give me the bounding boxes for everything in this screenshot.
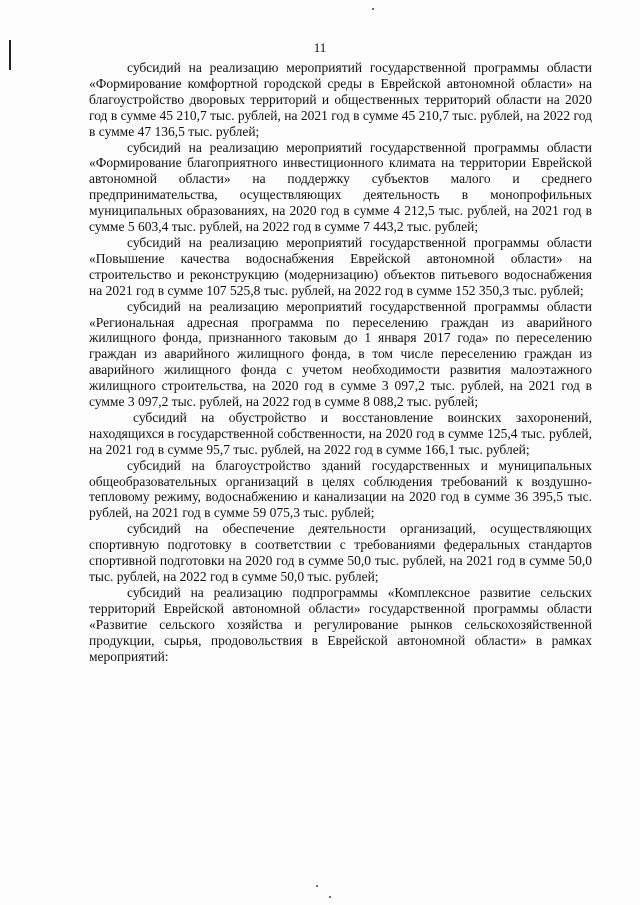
scan-speck <box>329 896 331 898</box>
paragraph: субсидий на реализацию подпрограммы «Комплексное развитие сельских территорий Еврейской автономной области» государственной программы области «Развитие сельского хозяйства и регулирование рынков сельскохозяйственной продукции, сырья, продовольствия в Еврейской автономной области» в рамках мероприятий: <box>89 584 592 664</box>
scan-speck <box>316 885 318 887</box>
paragraph: субсидий на реализацию мероприятий государственной программы области «Региональная адресная программа по переселению граждан из аварийного жилищного фонда, признанного таковым до 1 января 2017 года» по переселению граждан из аварийного жилищного фонда, в том числе переселению граждан из аварийного жилищного фонда с учетом необходимости развития малоэтажного жилищного строительства, на 2020 год в сумме 3 097,2 тыс. рублей, на 2021 год в сумме 3 097,2 тыс. рублей, на 2022 год в сумме 8 088,2 тыс. рублей; <box>89 298 592 410</box>
page-number: 11 <box>313 40 327 55</box>
paragraph: субсидий на благоустройство зданий государственных и муниципальных общеобразовательных организаций в целях соблюдения требований к воздушно-тепловому режиму, водоснабжению и канализации на 2020 год в сумме 36 395,5 тыс. рублей, на 2021 год в сумме 59 075,3 тыс. рублей; <box>89 457 592 521</box>
scan-speck <box>372 8 374 10</box>
document-body <box>89 60 592 664</box>
paragraph: субсидий на реализацию мероприятий государственной программы области «Формирование комфортной городской среды в Еврейской автономной области» на благоустройство дворовых территорий и общественных территорий области на 2020 год в сумме 45 210,7 тыс. рублей, на 2021 год в сумме 45 210,7 тыс. рублей, на 2022 год в сумме 47 136,5 тыс. рублей; <box>89 60 592 139</box>
paragraph: субсидий на обустройство и восстановление воинских захоронений, находящихся в государственной собственности, на 2020 год в сумме 125,4 тыс. рублей, на 2021 год в сумме 95,7 тыс. рублей, на 2022 год в сумме 166,1 тыс. рублей; <box>89 409 592 457</box>
paragraph: субсидий на обеспечение деятельности организаций, осуществляющих спортивную подготовку в соответствии с требованиями федеральных стандартов спортивной подготовки на 2020 год в сумме 50,0 тыс. рублей, на 2021 год в сумме 50,0 тыс. рублей, на 2022 год в сумме 50,0 тыс. рублей; <box>89 521 592 584</box>
paragraph: субсидий на реализацию мероприятий государственной программы области «Повышение качества водоснабжения Еврейской автономной области» на строительство и реконструкцию (модернизацию) объектов питьевого водоснабжения на 2021 год в сумме 107 525,8 тыс. рублей, на 2022 год в сумме 152 350,3 тыс. рублей; <box>89 234 592 298</box>
paragraph: субсидий на реализацию мероприятий государственной программы области «Формирование благоприятного инвестиционного климата на территории Еврейской автономной области» на поддержку субъектов малого и среднего предпринимательства, осуществляющих деятельность в монопрофильных муниципальных образованиях, на 2020 год в сумме 4 212,5 тыс. рублей, на 2021 год в сумме 5 603,4 тыс. рублей, на 2022 год в сумме 7 443,2 тыс. рублей; <box>89 139 592 235</box>
